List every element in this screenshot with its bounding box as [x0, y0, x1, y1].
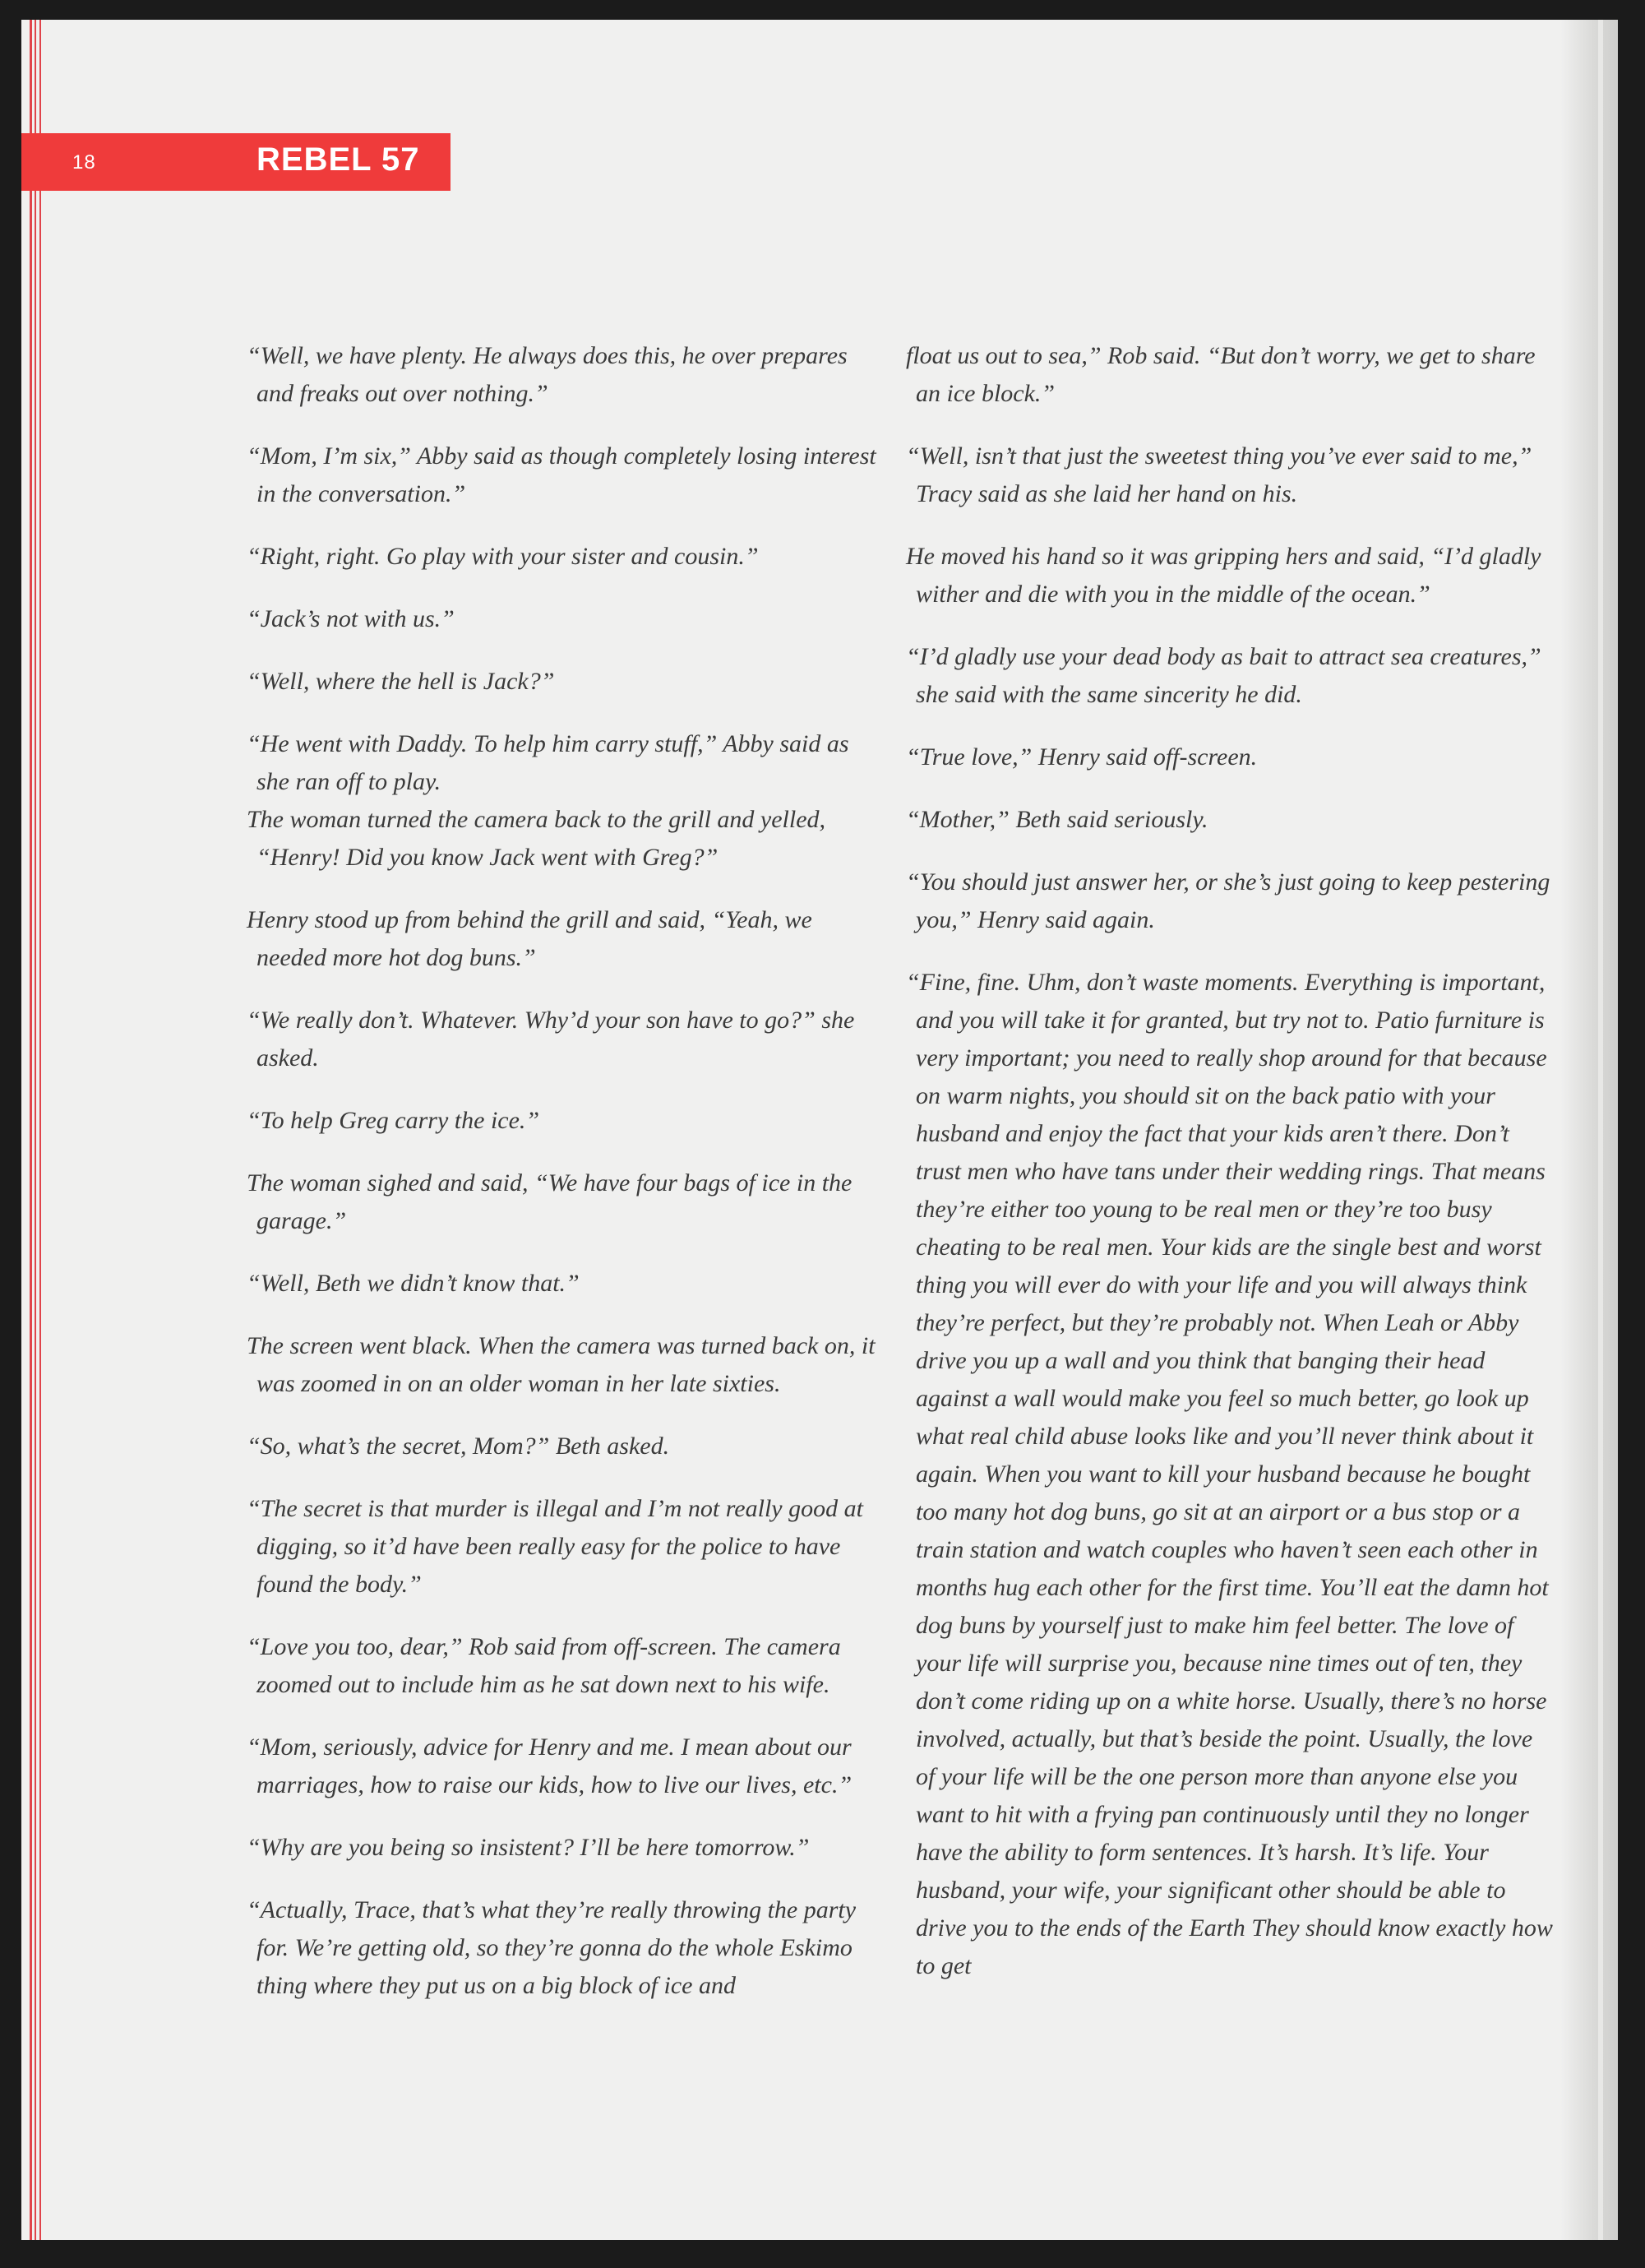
- page-edge-shadow: [1560, 20, 1618, 2240]
- paragraph: “Love you too, dear,” Rob said from off-screen. The camera zoomed out to include him as he sat down next to his wife.: [247, 1633, 841, 1698]
- paragraph: The woman sighed and said, “We have four bags of ice in the garage.”: [247, 1169, 853, 1234]
- page-number: 18: [72, 151, 96, 174]
- paragraph: The woman turned the camera back to the grill and yelled, “Henry! Did you know Jack went with Greg?”: [247, 806, 826, 871]
- paragraph: “To help Greg carry the ice.”: [247, 1107, 540, 1134]
- gutter-rule: [39, 20, 41, 2240]
- left-text-column: [247, 337, 888, 2030]
- gutter-rule: [30, 20, 32, 2240]
- paragraph: “Mom, seriously, advice for Henry and me. I mean about our marriages, how to raise our kids, how to live our lives, etc.”: [247, 1733, 853, 1798]
- paragraph: “Fine, fine. Uhm, don’t waste moments. Everything is important, and you will take it for granted, but try not to. Patio furniture is very important; you need to really shop around for that because on warm nights, you should sit on the back patio with your husband and enjoy the fact that your kids aren’t there. Don’t trust men who have tans under their wedding rings. That means they’re either too young to be real men or they’re too busy cheating to be real men. Your kids are the single best and worst thing you will ever do with your life and you will always think they’re perfect, but they’re probably not. When Leah or Abby drive you up a wall and you think that banging their head against a wall would make you feel so much better, go look up what real child abuse looks like and you’ll never think about it again. When you want to kill your husband because he bought too many hot dog buns, go sit at an airport or a bus stop or a train station and watch couples who haven’t seen each other in months hug each other for the first time. You’ll eat the damn hot dog buns by yourself just to make him feel better. The love of your life will surprise you, because nine times out of ten, they don’t come riding up on a white horse. Usually, there’s no horse involved, actually, but that’s beside the point. Usually, the love of your life will be the one person more than anyone else you want to hit with a frying pan continuously until they no longer have the ability to form sentences. It’s harsh. It’s life. Your husband, your wife, your significant other should be able to drive you to the ends of the Earth They should know exactly how to get: [906, 969, 1553, 1979]
- paragraph: “Well, where the hell is Jack?”: [247, 668, 555, 695]
- paragraph: “I’d gladly use your dead body as bait to attract sea creatures,” she said with the same sincerity he did.: [906, 643, 1541, 708]
- running-header: [21, 133, 451, 191]
- book-title: REBEL 57: [256, 141, 420, 178]
- paragraph: Henry stood up from behind the grill and said, “Yeah, we needed more hot dog buns.”: [247, 906, 812, 971]
- paragraph: “Jack’s not with us.”: [247, 605, 455, 632]
- paragraph: “Well, we have plenty. He always does this, he over prepares and freaks out over nothing.”: [247, 342, 848, 407]
- paragraph: float us out to sea,” Rob said. “But don’t worry, we get to share an ice block.”: [906, 342, 1536, 407]
- paragraph: “You should just answer her, or she’s just going to keep pestering you,” Henry said again.: [906, 868, 1550, 933]
- paragraph: “Well, Beth we didn’t know that.”: [247, 1270, 580, 1297]
- paragraph: The screen went black. When the camera was turned back on, it was zoomed in on an older woman in her late sixties.: [247, 1332, 876, 1397]
- paragraph: “Well, isn’t that just the sweetest thing you’ve ever said to me,” Tracy said as she laid her hand on his.: [906, 442, 1532, 507]
- page-edge-strip: [1598, 20, 1603, 2240]
- paragraph: “We really don’t. Whatever. Why’d your son have to go?” she asked.: [247, 1007, 855, 1072]
- paragraph: “Mother,” Beth said seriously.: [906, 806, 1208, 833]
- book-page: [21, 20, 1618, 2240]
- paragraph: “Actually, Trace, that’s what they’re really throwing the party for. We’re getting old, so they’re gonna do the whole Eskimo thing where they put us on a big block of ice and: [247, 1896, 857, 1999]
- paragraph: “Right, right. Go play with your sister and cousin.”: [247, 543, 759, 570]
- gutter-rule: [35, 20, 36, 2240]
- right-text-column: [906, 337, 1555, 2010]
- paragraph: “Mom, I’m six,” Abby said as though completely losing interest in the conversation.”: [247, 442, 876, 507]
- paragraph: “Why are you being so insistent? I’ll be here tomorrow.”: [247, 1834, 810, 1861]
- paragraph: “So, what’s the secret, Mom?” Beth asked.: [247, 1433, 670, 1460]
- paragraph: “The secret is that murder is illegal and I’m not really good at digging, so it’d have been really easy for the police to have found the body.”: [247, 1495, 863, 1598]
- paragraph: “He went with Daddy. To help him carry stuff,” Abby said as she ran off to play.: [247, 730, 849, 795]
- paragraph: He moved his hand so it was gripping hers and said, “I’d gladly wither and die with you in the middle of the ocean.”: [906, 543, 1541, 608]
- paragraph: “True love,” Henry said off-screen.: [906, 743, 1258, 771]
